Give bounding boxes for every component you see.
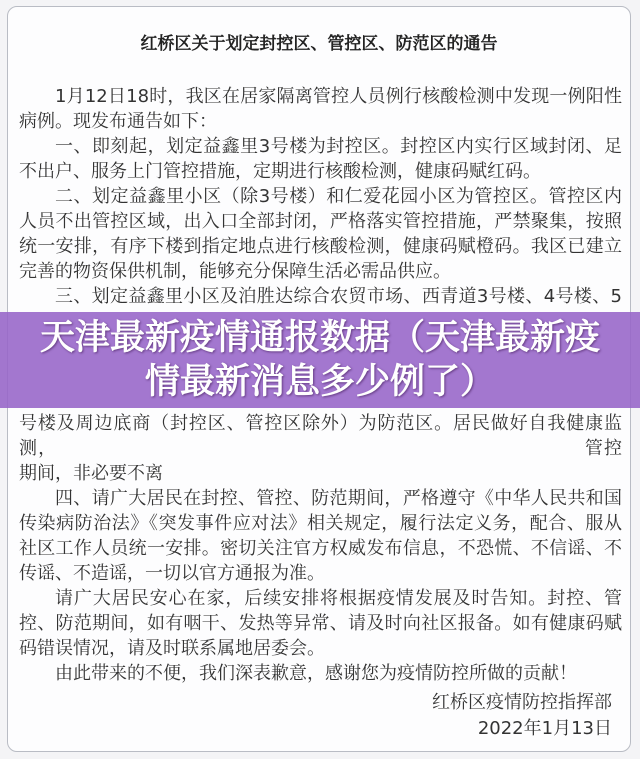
headline-text [0, 316, 640, 404]
paragraph-line: 四、请广大居民在封控、管控、防范期间，严格遵守《中华人民共和国 [55, 488, 622, 509]
paragraph-line: 号楼及周边底商（封控区、管控区除外）为防范区。居民做好自我健康监 [19, 413, 622, 434]
date: 2022年1月13日 [477, 718, 612, 739]
paragraph-line: 请广大居民安心在家，后续安排将根据疫情发展及时告知。封控、管 [55, 588, 622, 609]
paragraph-line: 三、划定益鑫里小区及泊胜达综合农贸市场、西青道3号楼、4号楼、5 [55, 286, 622, 307]
document-title: 红桥区关于划定封控区、管控区、防范区的通告 [140, 34, 498, 54]
paragraph-line: 传谣、不造谣，一切以官方通报为准。 [19, 563, 325, 584]
paragraph-line: 期间，非必要不离 [19, 463, 163, 484]
paragraph-line: 1月12日18时，我区在居家隔离管控人员例行核酸检测中发现一例阳性 [55, 86, 622, 107]
paragraph-line: 测， 管控 [19, 438, 622, 459]
headline-line-2: 情最新消息多少例了） [144, 362, 495, 402]
headline-line-1: 天津最新疫情通报数据（天津最新疫 [39, 318, 600, 358]
paragraph-line: 由此带来的不便，我们深表歉意，感谢您为疫情防控所做的贡献！ [55, 663, 577, 684]
paragraph-line: 码错误情况，请及时联系属地居委会。 [19, 638, 325, 659]
paragraph-line: 社区工作人员统一安排。密切关注官方权威发布信息，不恐慌、不信谣、不 [19, 538, 622, 559]
document-body-upper [19, 84, 622, 309]
headline-banner [0, 312, 640, 408]
paragraph-line: 人员不出管控区域，出入口全部封闭，严格落实管控措施，严禁聚集，按照 [19, 211, 622, 232]
document-body-lower [19, 411, 622, 686]
paragraph-line: 控、防范期间，如有咽干、发热等异常、请及时向社区报备。如有健康码赋 [19, 613, 622, 634]
paragraph-line: 完善的物资保供机制，能够充分保障生活必需品供应。 [19, 261, 451, 282]
paragraph-line: 不出户、服务上门管控措施，定期进行核酸检测，健康码赋红码。 [19, 161, 541, 182]
signature: 红桥区疫情防控指挥部 [432, 692, 612, 713]
paragraph-line: 病例。现发布通告如下： [19, 111, 217, 132]
paragraph-line: 二、划定益鑫里小区（除3号楼）和仁爱花园小区为管控区。管控区内 [55, 186, 622, 207]
paragraph-line: 传染病防治法》《突发事件应对法》相关规定，履行法定义务，配合、服从 [19, 513, 622, 534]
paragraph-line: 一、即刻起，划定益鑫里3号楼为封控区。封控区内实行区域封闭、足 [55, 136, 622, 157]
paragraph-line: 统一安排，有序下楼到指定地点进行核酸检测，健康码赋橙码。我区已建立 [19, 236, 622, 257]
